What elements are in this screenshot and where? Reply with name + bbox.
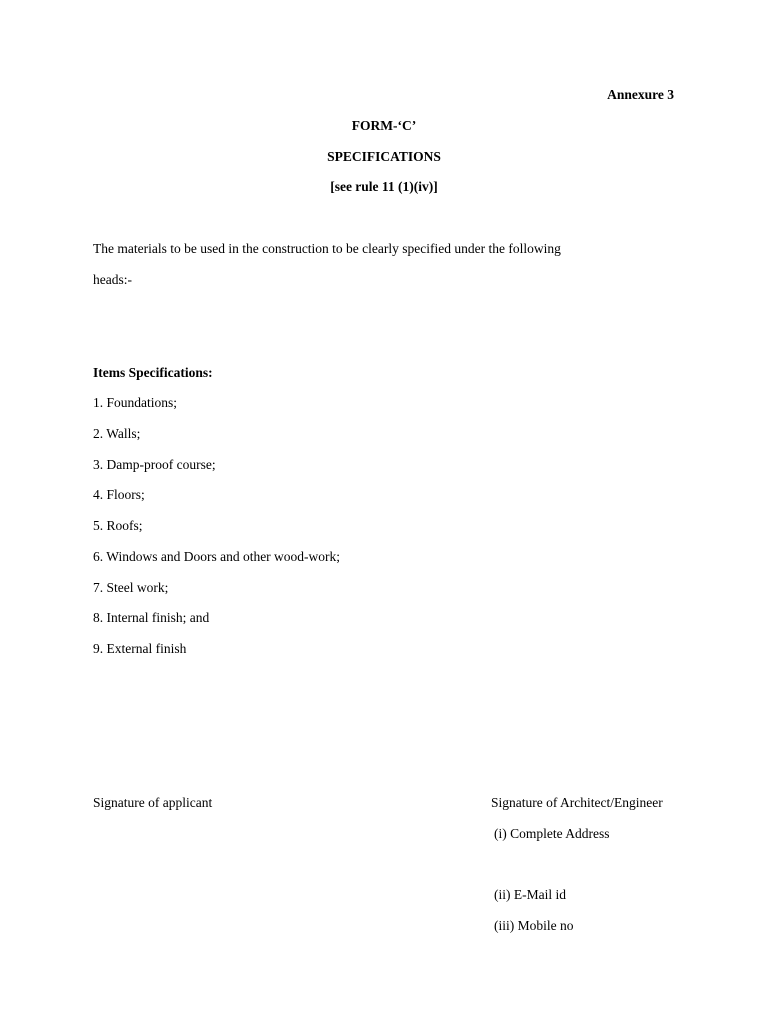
annexure-label: Annexure 3 <box>607 87 674 102</box>
architect-signature-label: Signature of Architect/Engineer <box>491 795 663 810</box>
items-heading: Items Specifications: <box>93 365 213 380</box>
applicant-signature-label: Signature of applicant <box>93 795 213 810</box>
intro-text-line-1: The materials to be used in the construction to be clearly specified under the following <box>93 241 561 256</box>
list-item: 1. Foundations; <box>93 395 178 410</box>
list-item: 2. Walls; <box>93 426 141 441</box>
email-id-label: (ii) E-Mail id <box>494 887 566 902</box>
specifications-title: SPECIFICATIONS <box>327 149 441 164</box>
intro-text-line-2: heads:- <box>93 272 132 287</box>
mobile-no-label: (iii) Mobile no <box>494 918 574 933</box>
list-item: 7. Steel work; <box>93 580 169 595</box>
complete-address-label: (i) Complete Address <box>494 826 610 841</box>
list-item: 3. Damp-proof course; <box>93 457 216 472</box>
rule-reference: [see rule 11 (1)(iv)] <box>330 179 438 194</box>
list-item: 5. Roofs; <box>93 518 143 533</box>
form-title: FORM-‘C’ <box>351 118 417 133</box>
list-item: 6. Windows and Doors and other wood-work; <box>93 549 341 564</box>
list-item: 8. Internal finish; and <box>93 610 210 625</box>
list-item: 9. External finish <box>93 641 187 656</box>
list-item: 4. Floors; <box>93 487 145 502</box>
